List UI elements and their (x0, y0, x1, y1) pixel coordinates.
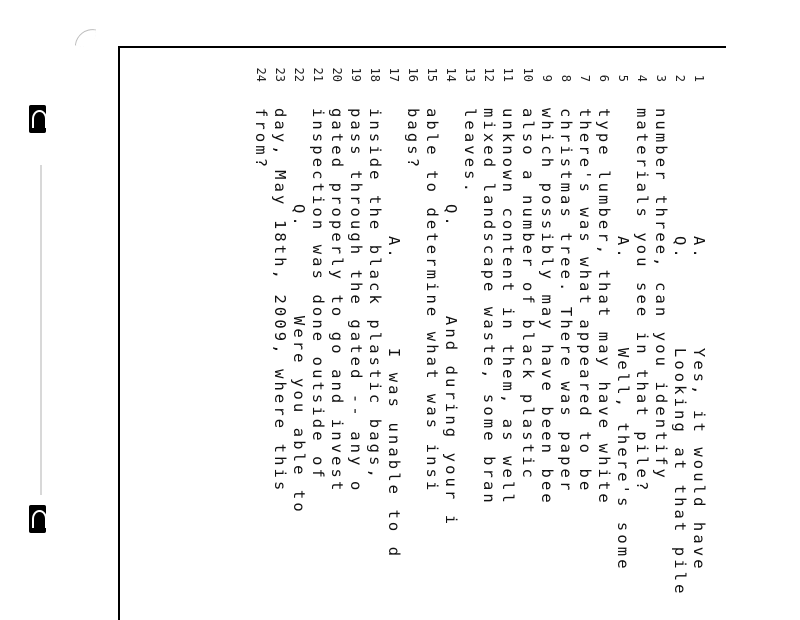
line-text: type lumber, that may have white (594, 108, 613, 506)
line-number: 22 (291, 67, 306, 82)
line-text: Q. And during your i (442, 204, 461, 528)
line-number: 24 (253, 67, 268, 82)
line-text: unknown content in them, as well (499, 108, 518, 506)
line-number: 23 (272, 67, 287, 82)
line-text: christmas tree. There was paper (556, 108, 575, 494)
line-number: 18 (368, 67, 383, 82)
line-text: A. Yes, it would have (690, 236, 708, 572)
line-number: 2 (672, 74, 687, 82)
line-number: 1 (692, 74, 706, 82)
line-number: 4 (634, 74, 649, 82)
line-text: also a number of black plastic (518, 108, 537, 481)
line-number: 3 (653, 74, 668, 82)
binder-hole-top (29, 105, 46, 133)
scan-corner-mark (75, 27, 96, 48)
line-number: 13 (463, 67, 478, 82)
line-text: inspection was done outside of (309, 108, 327, 481)
line-text: which possibly may have been bee (537, 108, 556, 506)
line-text: bags? (404, 108, 423, 171)
line-text: leaves. (461, 108, 480, 196)
line-text: materials you see in that pile? (632, 108, 651, 494)
line-number: 15 (425, 67, 440, 82)
paper-edge-shadow (40, 165, 42, 495)
line-text: Q. Were you able to (289, 204, 308, 515)
line-number: 8 (558, 74, 573, 82)
line-text: Q. Looking at that pile (670, 236, 689, 597)
line-text: pass through the gated -- any o (347, 108, 366, 494)
line-text: number three, can you identify (651, 108, 670, 481)
line-number: 9 (539, 74, 554, 82)
line-number: 17 (387, 67, 402, 82)
line-text: able to determine what was insi (423, 108, 442, 494)
line-number: 12 (482, 67, 497, 82)
line-number: 16 (406, 67, 421, 82)
line-text: gated properly to go and invest (328, 108, 347, 494)
transcript-line (249, 56, 272, 620)
line-number: 11 (501, 67, 516, 82)
line-number: 20 (330, 67, 345, 82)
line-number: 19 (349, 67, 364, 82)
line-number: 21 (311, 67, 325, 82)
line-number: 5 (615, 74, 630, 82)
line-text: there's was what appeared to be (575, 108, 594, 494)
line-text: inside the black plastic bags, (366, 108, 385, 481)
line-text: day, May 18th, 2009, where this (270, 108, 289, 494)
line-text: A. Well, there's some (613, 236, 632, 572)
line-text: mixed landscape waste, some bran (480, 108, 499, 506)
rotated-transcript-text (250, 56, 710, 620)
line-number: 7 (577, 74, 592, 82)
line-text: A. I was unable to d (385, 236, 404, 560)
line-number: 10 (520, 67, 535, 82)
line-number: 6 (596, 74, 611, 82)
transcript-page (118, 46, 726, 620)
line-number: 14 (444, 67, 459, 82)
line-text: from? (251, 108, 270, 171)
binder-hole-bottom (29, 505, 46, 533)
